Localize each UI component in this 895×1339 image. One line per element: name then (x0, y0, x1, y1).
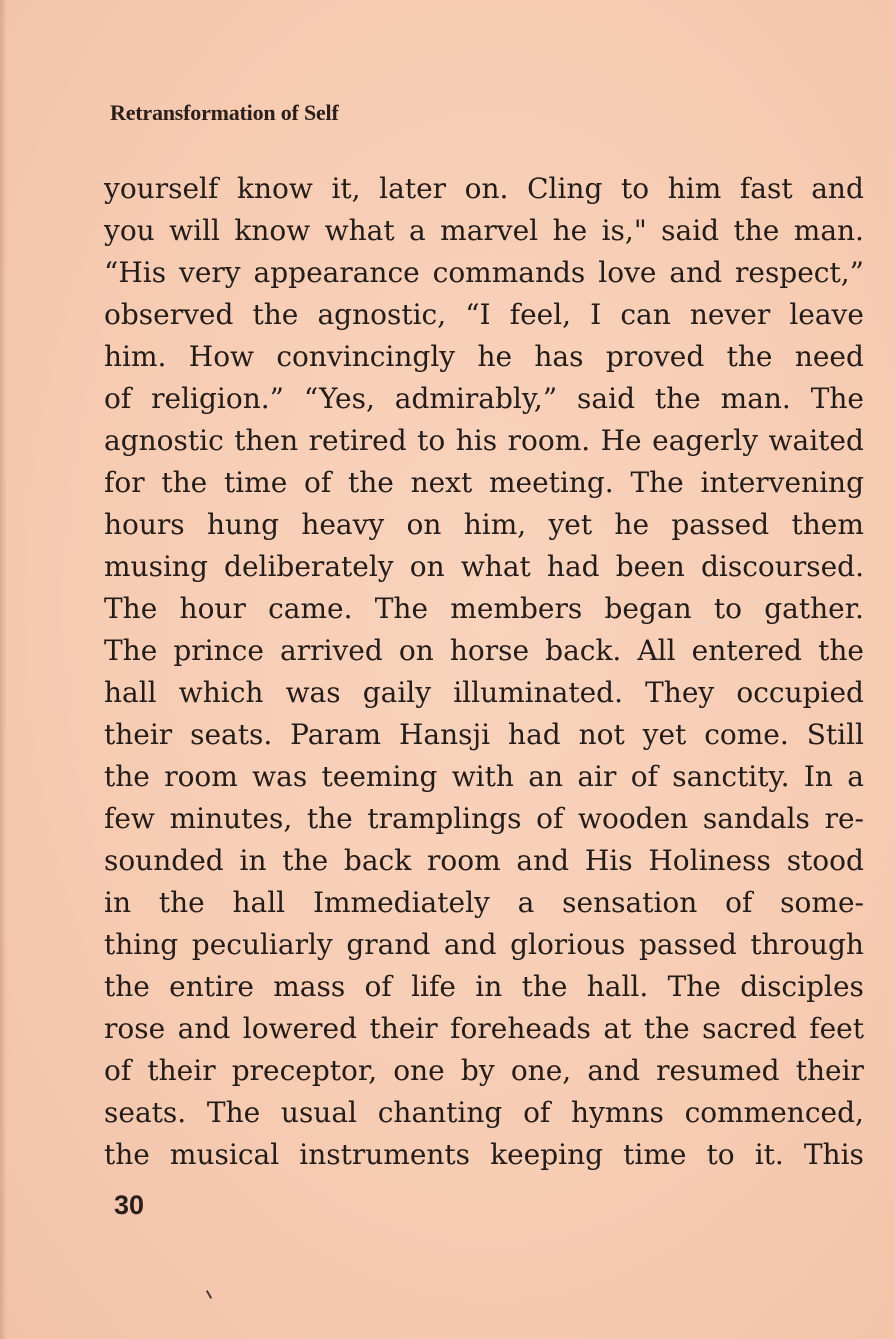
word: This (803, 1138, 864, 1171)
word: arrived (280, 634, 383, 667)
word: intervening (700, 466, 864, 499)
word: through (750, 928, 864, 961)
running-head: Retransformation of Self (110, 100, 339, 125)
word: the (818, 634, 864, 667)
word: sacred (702, 1012, 797, 1045)
word: gaily (362, 676, 432, 709)
text-line (104, 462, 864, 504)
word: man. (793, 214, 864, 247)
word: can (620, 298, 671, 331)
word: tramplings (367, 802, 522, 835)
word: yet (548, 508, 593, 541)
word: of (104, 1054, 132, 1087)
word: observed (104, 298, 234, 331)
word: Cling (527, 172, 603, 205)
word: sandals (702, 802, 810, 835)
word: back. (545, 634, 622, 667)
page-edge-shadow (0, 0, 7, 1339)
word: mass (273, 970, 346, 1003)
word: and (811, 172, 864, 205)
word: “His (104, 256, 167, 289)
word: and (516, 844, 570, 877)
word: what (324, 214, 395, 247)
word: time (223, 466, 288, 499)
word: convincingly (276, 340, 456, 373)
word: members (450, 592, 583, 625)
word: the (347, 466, 394, 499)
word: Holiness (648, 844, 771, 877)
word: come. (704, 718, 789, 751)
word: his (455, 424, 498, 457)
word: said (577, 382, 635, 415)
word: occupied (736, 676, 864, 709)
word: been (615, 550, 685, 583)
word: wooden (578, 802, 689, 835)
word: “I (465, 298, 491, 331)
word: few (104, 802, 155, 835)
word: said (661, 214, 720, 247)
word: sanctity. (672, 760, 790, 793)
text-line (104, 1050, 864, 1092)
word: yourself (104, 172, 219, 205)
word: in (239, 844, 267, 877)
word: him. (104, 340, 167, 373)
word: grand (346, 928, 431, 961)
word: teeming (321, 760, 438, 793)
word: heavy (301, 508, 385, 541)
word: and (177, 1012, 231, 1045)
word: eagerly (652, 424, 759, 457)
word: it. (754, 1138, 784, 1171)
word: illuminated. (453, 676, 623, 709)
word: retired (308, 424, 407, 457)
word: in (475, 970, 503, 1003)
word: religion.” (151, 382, 284, 415)
word: foreheads (450, 1012, 591, 1045)
text-line (104, 210, 864, 252)
word: and (587, 1054, 640, 1087)
word: waited (768, 424, 864, 457)
word: I (590, 298, 602, 331)
word: hall. (586, 970, 649, 1003)
word: usual (280, 1096, 357, 1129)
word: on (398, 634, 434, 667)
word: know (234, 214, 311, 247)
word: what (460, 550, 531, 583)
word: room. (507, 424, 591, 457)
word: the (654, 382, 701, 415)
word: their (369, 1012, 438, 1045)
word: meeting. (488, 466, 614, 499)
word: love (598, 256, 657, 289)
word: was (285, 676, 341, 709)
word: feet (809, 1012, 864, 1045)
word: musical (169, 1138, 280, 1171)
word: to (713, 592, 742, 625)
word: their (104, 718, 173, 751)
word: a (517, 886, 535, 919)
word: He (600, 424, 642, 457)
word: need (794, 340, 864, 373)
word: on. (464, 172, 509, 205)
word: commands (432, 256, 586, 289)
word: The (104, 634, 158, 667)
word: passed (638, 928, 737, 961)
word: the (252, 298, 299, 331)
word: sensation (562, 886, 698, 919)
word: commenced, (684, 1096, 864, 1129)
word: then (234, 424, 299, 457)
word: of (523, 1096, 551, 1129)
word: yet (642, 718, 687, 751)
word: admirably,” (394, 382, 558, 415)
text-line (104, 1134, 864, 1176)
word: came. (268, 592, 353, 625)
text-line (104, 588, 864, 630)
word: agnostic, (317, 298, 447, 331)
word: next (410, 466, 473, 499)
word: hall (104, 676, 157, 709)
word: of (104, 382, 132, 415)
word: in (104, 886, 131, 919)
word: life (411, 970, 456, 1003)
text-line (104, 378, 864, 420)
word: their (147, 1054, 216, 1087)
word: disciples (740, 970, 864, 1003)
word: later (379, 172, 447, 205)
text-line (104, 336, 864, 378)
text-line (104, 420, 864, 462)
word: the (643, 1012, 690, 1045)
word: Param (290, 718, 382, 751)
body-text (104, 168, 864, 1176)
word: on (409, 550, 445, 583)
word: not (578, 718, 625, 751)
text-line (104, 168, 864, 210)
text-line (104, 798, 864, 840)
text-line (104, 756, 864, 798)
word: proved (605, 340, 705, 373)
word: seats. (190, 718, 273, 751)
text-line (104, 924, 864, 966)
text-line (104, 672, 864, 714)
word: They (645, 676, 715, 709)
word: man. (720, 382, 791, 415)
word: back (343, 844, 412, 877)
word: discoursed. (701, 550, 864, 583)
word: His (584, 844, 633, 877)
word: is," (601, 214, 647, 247)
word: entered (691, 634, 802, 667)
word: respect,” (734, 256, 864, 289)
text-line (104, 630, 864, 672)
word: time (623, 1138, 687, 1171)
word: to (621, 172, 650, 205)
word: of (725, 886, 753, 919)
word: hymns (571, 1096, 664, 1129)
word: on (406, 508, 442, 541)
text-line (104, 714, 864, 756)
word: he (477, 340, 513, 373)
word: one, (510, 1054, 572, 1087)
word: The (104, 592, 158, 625)
text-line (104, 966, 864, 1008)
word: know (236, 172, 313, 205)
word: hours (104, 508, 185, 541)
word: glorious (510, 928, 626, 961)
word: The (630, 466, 684, 499)
word: gather. (764, 592, 864, 625)
word: marvel (440, 214, 539, 247)
word: The (810, 382, 864, 415)
word: leave (789, 298, 864, 331)
text-line (104, 1008, 864, 1050)
word: the (104, 760, 150, 793)
word: to (706, 1138, 735, 1171)
word: an (528, 760, 563, 793)
word: appearance (253, 256, 420, 289)
word: it, (331, 172, 361, 205)
word: preceptor, (231, 1054, 378, 1087)
word: room (426, 844, 501, 877)
word: entire (169, 970, 254, 1003)
word: their (795, 1054, 864, 1087)
word: deliberately (224, 550, 394, 583)
word: re- (824, 802, 864, 835)
word: prince (173, 634, 264, 667)
word: How (188, 340, 255, 373)
word: air (577, 760, 617, 793)
word: by (460, 1054, 495, 1087)
word: Immediately (312, 886, 490, 919)
word: of (364, 970, 392, 1003)
word: he (614, 508, 650, 541)
word: feel, (509, 298, 572, 331)
word: has (534, 340, 584, 373)
word: the (104, 970, 150, 1003)
word: thing (104, 928, 179, 961)
word: at (603, 1012, 632, 1045)
word: resumed (656, 1054, 780, 1087)
word: sounded (104, 844, 224, 877)
text-line (104, 882, 864, 924)
word: fast (739, 172, 793, 205)
word: some- (780, 886, 864, 919)
word: agnostic (104, 424, 224, 457)
text-line (104, 294, 864, 336)
word: rose (104, 1012, 166, 1045)
word: of (630, 760, 658, 793)
word: one (393, 1054, 445, 1087)
word: to (417, 424, 446, 457)
word: he (552, 214, 588, 247)
page-number: 30 (114, 1190, 145, 1220)
word: The (206, 1096, 261, 1129)
word: which (178, 676, 264, 709)
word: instruments (299, 1138, 471, 1171)
word: peculiarly (191, 928, 333, 961)
word: the (104, 1138, 150, 1171)
word: chanting (377, 1096, 503, 1129)
text-line (104, 504, 864, 546)
word: of (536, 802, 564, 835)
text-line (104, 840, 864, 882)
word: had (546, 550, 600, 583)
word: and (443, 928, 497, 961)
word: never (689, 298, 771, 331)
word: and (669, 256, 723, 289)
word: with (451, 760, 514, 793)
word: hall (232, 886, 286, 919)
word: them (791, 508, 864, 541)
word: All (637, 634, 676, 667)
word: The (374, 592, 429, 625)
word: musing (104, 550, 208, 583)
word: the (726, 340, 773, 373)
word: room (164, 760, 238, 793)
word: Hansji (398, 718, 491, 751)
word: keeping (490, 1138, 604, 1171)
word: of (304, 466, 332, 499)
word: stood (786, 844, 864, 877)
word: The (667, 970, 721, 1003)
word: horse (449, 634, 530, 667)
word: him, (463, 508, 527, 541)
word: very (179, 256, 241, 289)
word: passed (671, 508, 770, 541)
word: him (667, 172, 722, 205)
word: had (508, 718, 561, 751)
word: for (104, 466, 145, 499)
word: the (158, 886, 205, 919)
word: seats. (104, 1096, 187, 1129)
word: the (161, 466, 208, 499)
word: the (521, 970, 568, 1003)
word: In (803, 760, 833, 793)
word: a (409, 214, 426, 247)
text-line (104, 252, 864, 294)
word: Still (806, 718, 864, 751)
word: the (733, 214, 780, 247)
word: was (252, 760, 308, 793)
word: “Yes, (303, 382, 375, 415)
word: hung (206, 508, 280, 541)
paper-speck (206, 1290, 212, 1299)
word: will (169, 214, 220, 247)
word: minutes, (169, 802, 293, 835)
word: lowered (242, 1012, 358, 1045)
text-line (104, 1092, 864, 1134)
word: hour (179, 592, 246, 625)
word: began (604, 592, 692, 625)
word: you (104, 214, 155, 247)
word: the (282, 844, 329, 877)
word: the (306, 802, 353, 835)
word: a (847, 760, 864, 793)
text-line (104, 546, 864, 588)
